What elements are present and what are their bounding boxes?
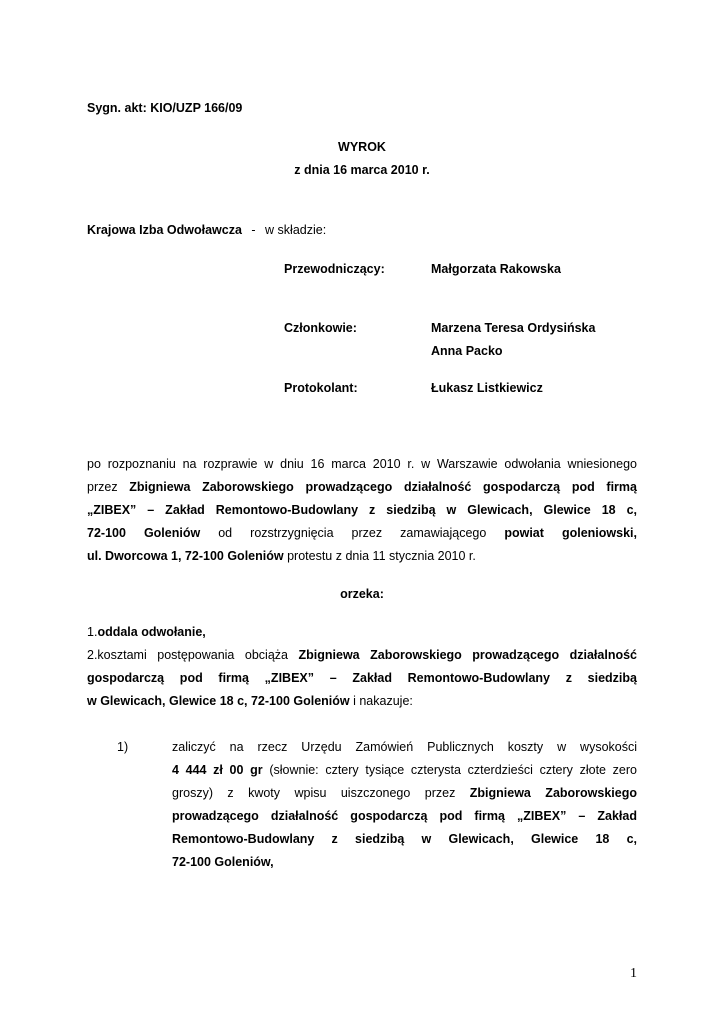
item-line: groszy) z kwoty wpisu uiszczonego przez Zbigniewa Zaborowskiego	[172, 786, 637, 800]
intro-line: po rozpoznaniu na rozprawie w dniu 16 marca 2010 r. w Warszawie odwołania wniesionego	[87, 457, 637, 471]
document-title: WYROK	[338, 140, 386, 154]
ruling-point-1: 1.oddala odwołanie,	[87, 625, 206, 639]
member-name: Marzena Teresa Ordysińska	[431, 321, 596, 335]
intro-line: „ZIBEX” – Zakład Remontowo-Budowlany z siedzibą w Glewicach, Glewice 18 c,	[87, 503, 637, 517]
chamber-name: Krajowa Izba Odwoławcza	[87, 223, 242, 237]
clerk-label: Protokolant:	[284, 381, 358, 395]
chair-label: Przewodniczący:	[284, 262, 385, 276]
member-name: Anna Packo	[431, 344, 503, 358]
signature-reference: Sygn. akt: KIO/UZP 166/09	[87, 101, 243, 115]
dash: -	[251, 223, 256, 237]
item-line: 72-100 Goleniów,	[172, 855, 274, 869]
item-line: 4 444 zł 00 gr (słownie: cztery tysiące czterysta czterdzieści cztery złote zero	[172, 763, 637, 777]
members-label: Członkowie:	[284, 321, 357, 335]
item-line: zaliczyć na rzecz Urzędu Zamówień Publicznych koszty w wysokości	[172, 740, 637, 754]
item-number: 1)	[117, 740, 129, 754]
clerk-name: Łukasz Listkiewicz	[431, 381, 543, 395]
panel-composition-line	[87, 223, 326, 237]
panel-intro: w składzie:	[265, 223, 327, 237]
ruling-heading: orzeka:	[340, 587, 384, 601]
ruling-point-2-line: 2.kosztami postępowania obciąża Zbigniewa Zaborowskiego prowadzącego działalność	[87, 648, 638, 662]
item-line: Remontowo-Budowlany z siedzibą w Glewicach, Glewice 18 c,	[172, 832, 637, 846]
page-number: 1	[630, 966, 637, 981]
judgment-date: z dnia 16 marca 2010 r.	[294, 163, 430, 177]
ruling-point-2-line: w Glewicach, Glewice 18 c, 72-100 Goleniów i nakazuje:	[87, 694, 413, 708]
intro-line: ul. Dworcowa 1, 72-100 Goleniów protestu z dnia 11 stycznia 2010 r.	[87, 549, 476, 563]
item-line: prowadzącego działalność gospodarczą pod firmą „ZIBEX” – Zakład	[172, 809, 637, 823]
intro-line: przez Zbigniewa Zaborowskiego prowadzącego działalność gospodarczą pod firmą	[87, 480, 637, 494]
ruling-point-2-line: gospodarczą pod firmą „ZIBEX” – Zakład Remontowo-Budowlany z siedzibą	[87, 671, 637, 685]
chair-name: Małgorzata Rakowska	[431, 262, 561, 276]
intro-line: 72-100 Goleniów od rozstrzygnięcia przez zamawiającego powiat goleniowski,	[87, 526, 637, 540]
